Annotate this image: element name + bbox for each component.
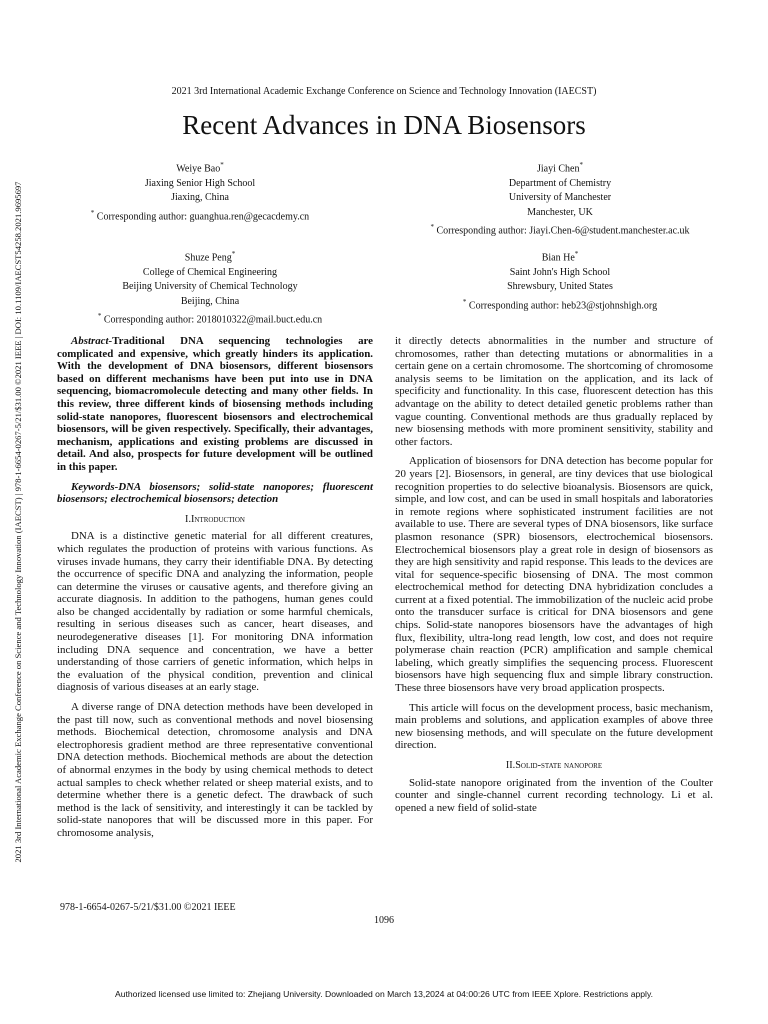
author-email: Corresponding author: Jiayi.Chen-6@student.manchester.ac.uk [436,225,690,237]
author-email: Corresponding author: 2018010322@mail.buct.edu.cn [103,314,323,326]
author-affiliation: Jiaxing, China [171,192,229,204]
author-affiliation: Shrewsbury, United States [507,281,613,293]
author-affiliation: Jiaxing Senior High School [144,177,256,189]
intro-paragraph-3: it directly detects abnormalities in the number and structure of chromosomes, rather than detecting mutations or abnormalities in a certain gene on a certain chromosome. The shortcoming of chromosome analysis seems to be limitation on the application, and its lack of specificity and functionality. In this case, fluorescent detection has this advantage on the ability to detect detailed genetic problems rather than vague counting. Conventional methods are thus gradually replaced by new biosensing methods with more prominent sensitivity, stability and other factors. [395,335,713,448]
author-name: Shuze Peng [184,252,232,264]
keywords-label: Keywords- [71,480,119,493]
author-affiliation: Beijing University of Chemical Technology [122,281,298,293]
author-affiliation: University of Manchester [508,192,612,204]
author-affiliation: Saint John's High School [509,266,611,278]
author-block-3: Shuze Peng* College of Chemical Engineering Beijing University of Chemical Technology Beijing, China * Corresponding author: 2018010322@mail.buct.edu.cn [80,247,340,328]
intro-paragraph-2: A diverse range of DNA detection methods have been developed in the past till now, such as conventional methods and novel biosensing methods. Biochemical detection, chromosome analysis and DNA electrophoresis gradient method are three representative conventional DNA detection methods. Biochemical methods are about the detection of abnormal enzymes in the body by using chemical methods to detect actual samples to check whether related or sheep material exists, and to determine whether there is a genetic defect. The drawback of such method is the lack of sensitivity, and interestingly it can be tackled by solid-state nanopores that will be discussed more in this paper. For chromosome analysis, [57,701,373,839]
page-number: 1096 [374,915,394,926]
author-name: Bian He [541,252,575,264]
conference-header: 2021 3rd International Academic Exchange Conference on Science and Technology Innovation (IAECST) [171,86,597,97]
keywords-text: DNA biosensors; solid-state nanopores; fluorescent biosensors; electrochemical biosensors; detection [57,480,373,506]
author-name: Jiayi Chen [537,163,580,175]
abstract [57,335,373,474]
author-email: Corresponding author: guanghua.ren@gecacdemy.cn [96,210,310,222]
intro-paragraph-4: Application of biosensors for DNA detection has become popular for 20 years [2]. Biosensors, in general, are tiny devices that use biological recognition properties to do selective bioanalysis. Biosensors are quick, simple, and low cost, and can be used in small hospitals and laboratories in remote regions where sophisticated instrument facilities are not available to use. There are several types of DNA biosensors, like surface plasmon resonance (SPR) biosensors, electrochemical biosensors. Electrochemical biosensors play a great role in design of biosensors as they are high sensitivity and rapid response. This leads to the devices are vital for sequence-specific biosensing of DNA. The most common electrochemical method for detecting DNA hybridization concludes a current at a fixed potential. The immobilization of the nucleic acid probe onto the transducer surface is critical for DNA biosensors and gene chips. Solid-state nanopores biosensors have the advantages of high flux, flexibility, ultra-long read length, low cost, and does not require polymerase chain reaction (PCR) amplification and sample chemical labeling, which greatly simplifies the sequencing process. Fluorescent biosensors have high sequencing flux and simple library construction. These three biosensors have very broad application prospects. [395,455,713,695]
author-block-4: Bian He* Saint John's High School Shrewsbury, United States * Corresponding author: heb23@stjohnshigh.org [420,247,700,313]
license-notice: Authorized licensed use limited to: Zhejiang University. Downloaded on March 13,2024 at 04:00:26 UTC from IEEE Xplore. Restrictions apply. [114,989,653,999]
left-column [57,335,373,840]
paper-title: Recent Advances in DNA Biosensors [182,110,586,140]
intro-paragraph-1: DNA is a distinctive genetic material for all different creatures, which regulates the production of proteins with various functions. As viruses invade humans, they carry their identifiable DNA. By detecting the occurrence of specific DNA and analyzing the information, people can determine the viruses or causative agents, and therefore giving an accurate diagnosis. In addition to the pathogens, human genes could also be changed accidentally by radiation or some harmful chemicals, resulting in serious diseases such as cancer, heart diseases, and neurodegenerative diseases [1]. For monitoring DNA information including DNA sequence and concentration, we have a better understanding of those carriers of genetic information, which helps in the evaluation of the physical condition, prevention and clinical diagnosis of various diseases at an early stage. [57,530,373,694]
intro-paragraph-5: This article will focus on the development process, basic mechanism, main problems and solutions, and application examples of above three new biosensing methods, and will speculate on the future development direction. [395,701,713,752]
author-affiliation: College of Chemical Engineering [142,266,278,278]
nanopore-paragraph-1: Solid-state nanopore originated from the invention of the Coulter counter and single-channel current recording technology. Li et al. opened a new field of solid-state [395,776,713,814]
author-affiliation: Beijing, China [180,295,240,307]
right-column [395,335,713,814]
footer-copyright: 978-1-6654-0267-5/21/$31.00 ©2021 IEEE [60,902,236,913]
author-affiliation: Manchester, UK [527,206,593,218]
author-email: Corresponding author: heb23@stjohnshigh.org [468,299,658,311]
abstract-label: Abstract- [71,335,113,347]
keywords [57,481,373,506]
section-heading-introduction: I.Introduction [185,513,245,525]
author-name: Weiye Bao [176,163,221,175]
author-affiliation: Department of Chemistry [508,177,612,189]
side-doi-text: 2021 3rd International Academic Exchange Conference on Science and Technology Innovation (IAECST) | 978-1-6654-0267-5/21/$31.00 ©2021 IEEE | DOI: 10.1109/IAECST54258.2021.9695697 [13,181,23,863]
author-block-1: Weiye Bao* Jiaxing Senior High School Jiaxing, China * Corresponding author: guanghua.ren@gecacdemy.cn [80,158,320,224]
author-block-2: Jiayi Chen* Department of Chemistry University of Manchester Manchester, UK * Corresponding author: Jiayi.Chen-6@student.manchester.ac.uk [395,158,725,239]
section-heading-solid-state-nanopore: II.Solid-state nanopore [505,760,603,771]
abstract-text: Traditional DNA sequencing technologies are complicated and expensive, which greatly hinders its application. With the development of DNA biosensors, different biosensors based on different mechanisms have been put into use in DNA sequencing, biomacromolecule detecting and many other fields. In this review, three different kinds of biosensing methods including solid-state nanopores, fluorescent biosensors and electrochemical biosensors, will be given respectively. Specifically, their advantages, mechanism, applications and existing problems are discussed in detail. And also, prospects for future development will be outlined in this paper. [57,335,373,473]
